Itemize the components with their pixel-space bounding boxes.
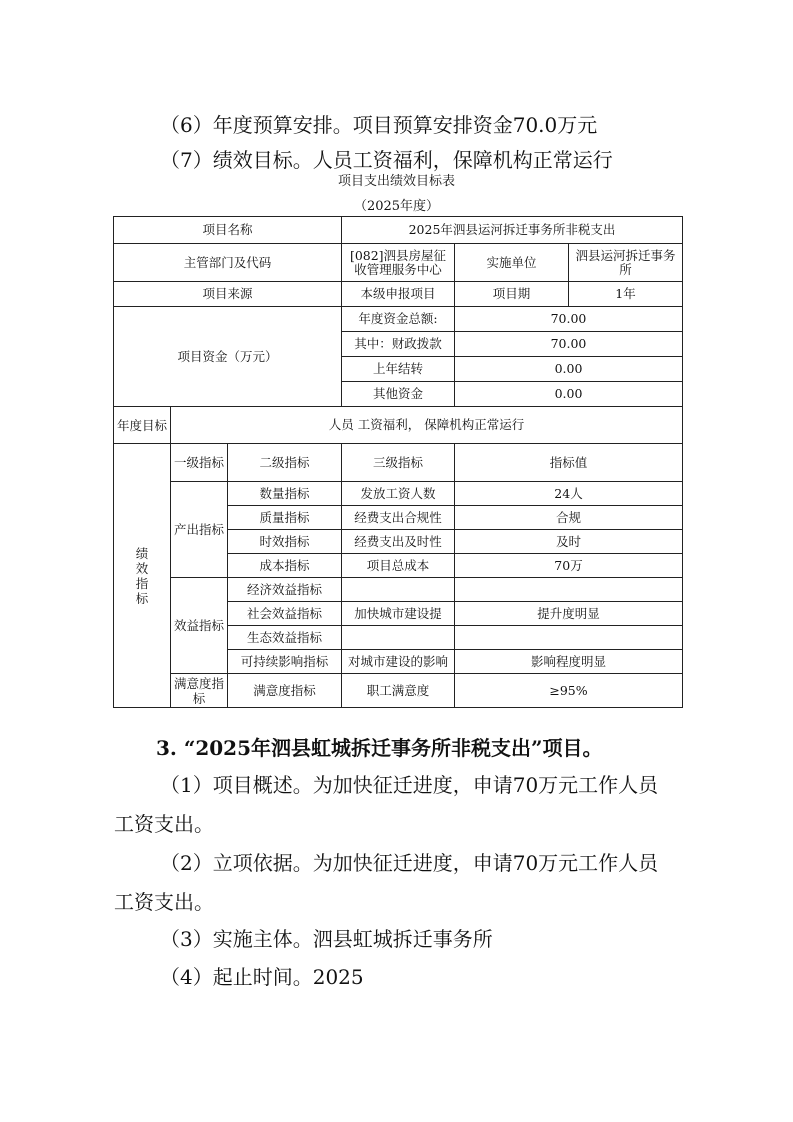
performance-table	[113, 216, 683, 708]
impl-value: 泗县运河拆迁事务所	[569, 244, 683, 282]
funds-other-label: 其他资金	[342, 382, 455, 407]
table-row	[114, 444, 683, 482]
source-value: 本级申报项目	[342, 282, 455, 307]
header-l1: 一级指标	[171, 444, 228, 482]
funds-other-value: 0.00	[455, 382, 683, 407]
output-value: 24人	[455, 482, 683, 506]
output-l2: 时效指标	[228, 530, 342, 554]
benefit-l3: 对城市建设的影响	[342, 650, 455, 674]
output-l3: 项目总成本	[342, 554, 455, 578]
paragraph-goal: （7）绩效目标。人员工资福利，保障机构正常运行	[160, 148, 613, 172]
table-row	[114, 578, 683, 602]
output-value: 70万	[455, 554, 683, 578]
satisfaction-l2: 满意度指标	[228, 674, 342, 708]
table-row	[114, 407, 683, 444]
funds-fiscal-label: 其中：财政拨款	[342, 332, 455, 357]
benefit-l2: 生态效益指标	[228, 626, 342, 650]
funds-carryover-label: 上年结转	[342, 357, 455, 382]
annual-goal-value: 人员 工资福利， 保障机构正常运行	[171, 407, 683, 444]
table-title: 项目支出绩效目标表	[337, 174, 455, 189]
project-name-label: 项目名称	[114, 217, 342, 244]
table-subtitle: （2025年度）	[353, 199, 440, 214]
paragraph-basis-line1: （2）立项依据。为加快征迁进度，申请70万元工作人员	[160, 851, 659, 875]
satisfaction-value: ≥95%	[455, 674, 683, 708]
benefit-l3	[342, 578, 455, 602]
output-value: 合规	[455, 506, 683, 530]
output-l2: 质量指标	[228, 506, 342, 530]
paragraph-basis-line2: 工资支出。	[114, 890, 214, 914]
benefit-l2: 社会效益指标	[228, 602, 342, 626]
funds-label: 项目资金（万元）	[114, 307, 342, 407]
source-label: 项目来源	[114, 282, 342, 307]
impl-label: 实施单位	[455, 244, 569, 282]
satisfaction-indicator-label: 满意度指标	[171, 674, 228, 708]
output-indicator-label: 产出指标	[171, 482, 228, 578]
project-name-value: 2025年泗县运河拆迁事务所非税支出	[342, 217, 683, 244]
output-value: 及时	[455, 530, 683, 554]
output-l3: 经费支出合规性	[342, 506, 455, 530]
funds-total-label: 年度资金总额:	[342, 307, 455, 332]
dept-value: [082]泗县房屋征收管理服务中心	[342, 244, 455, 282]
section-heading: 3. “2025年泗县虹城拆迁事务所非税支出”项目。	[156, 736, 603, 760]
paragraph-overview-line1: （1）项目概述。为加快征迁进度，申请70万元工作人员	[160, 773, 659, 797]
paragraph-overview-line2: 工资支出。	[114, 812, 214, 836]
output-l2: 成本指标	[228, 554, 342, 578]
header-value: 指标值	[455, 444, 683, 482]
benefit-l2: 经济效益指标	[228, 578, 342, 602]
table-row	[114, 307, 683, 332]
benefit-l3: 加快城市建设提	[342, 602, 455, 626]
output-l2: 数量指标	[228, 482, 342, 506]
dept-label: 主管部门及代码	[114, 244, 342, 282]
funds-total-value: 70.00	[455, 307, 683, 332]
benefit-value: 影响程度明显	[455, 650, 683, 674]
benefit-value: 提升度明显	[455, 602, 683, 626]
benefit-value	[455, 578, 683, 602]
period-label: 项目期	[455, 282, 569, 307]
table-row	[114, 244, 683, 282]
table-row	[114, 217, 683, 244]
output-l3: 发放工资人数	[342, 482, 455, 506]
funds-carryover-value: 0.00	[455, 357, 683, 382]
output-l3: 经费支出及时性	[342, 530, 455, 554]
period-value: 1年	[569, 282, 683, 307]
annual-goal-label: 年度目标	[114, 407, 171, 444]
funds-fiscal-value: 70.00	[455, 332, 683, 357]
header-l2: 二级指标	[228, 444, 342, 482]
table-row	[114, 282, 683, 307]
benefit-indicator-label: 效益指标	[171, 578, 228, 674]
header-l3: 三级指标	[342, 444, 455, 482]
paragraph-budget: （6）年度预算安排。项目预算安排资金70.0万元	[160, 113, 598, 137]
perf-indicator-label: 绩效指标	[114, 444, 171, 708]
satisfaction-l3: 职工满意度	[342, 674, 455, 708]
paragraph-subject: （3）实施主体。泗县虹城拆迁事务所	[160, 927, 493, 951]
benefit-l2: 可持续影响指标	[228, 650, 342, 674]
benefit-value	[455, 626, 683, 650]
paragraph-period: （4）起止时间。2025	[160, 965, 364, 989]
table-row	[114, 674, 683, 708]
table-row	[114, 482, 683, 506]
benefit-l3	[342, 626, 455, 650]
